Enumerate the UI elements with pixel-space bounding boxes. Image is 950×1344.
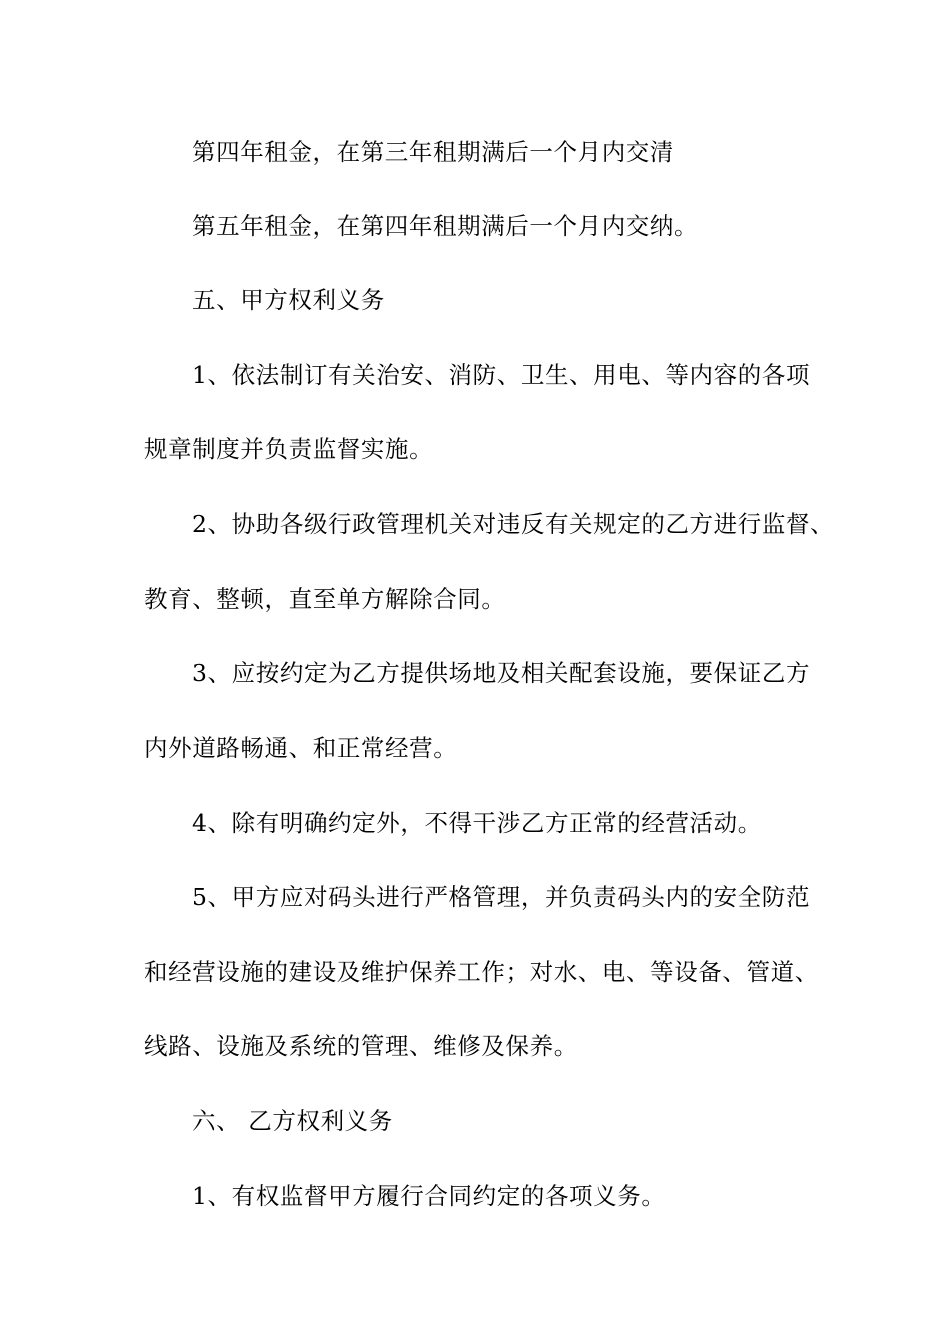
paragraph-line: 线路、设施及系统的管理、维修及保养。 — [144, 1032, 578, 1060]
paragraph-line: 4、除有明确约定外，不得干涉乙方正常的经营活动。 — [192, 809, 762, 837]
paragraph-line: 教育、整顿，直至单方解除合同。 — [144, 585, 506, 613]
section-heading: 五、甲方权利义务 — [192, 286, 385, 314]
paragraph-line: 5、甲方应对码头进行严格管理，并负责码头内的安全防范 — [192, 883, 811, 911]
paragraph-line: 和经营设施的建设及维护保养工作；对水、电、等设备、管道、 — [144, 958, 819, 986]
paragraph-line: 内外道路畅通、和正常经营。 — [144, 734, 458, 762]
paragraph-line: 1、依法制订有关治安、消防、卫生、用电、等内容的各项 — [192, 361, 811, 389]
paragraph-line: 1、有权监督甲方履行合同约定的各项义务。 — [192, 1182, 666, 1210]
paragraph-line: 第五年租金，在第四年租期满后一个月内交纳。 — [192, 212, 699, 240]
section-heading: 六、 乙方权利义务 — [192, 1107, 393, 1135]
paragraph-line: 规章制度并负责监督实施。 — [144, 435, 434, 463]
paragraph-line: 3、应按约定为乙方提供场地及相关配套设施，要保证乙方 — [192, 659, 811, 687]
paragraph-line: 2、协助各级行政管理机关对违反有关规定的乙方进行监督、 — [192, 510, 835, 538]
paragraph-line: 第四年租金，在第三年租期满后一个月内交清 — [192, 138, 674, 166]
